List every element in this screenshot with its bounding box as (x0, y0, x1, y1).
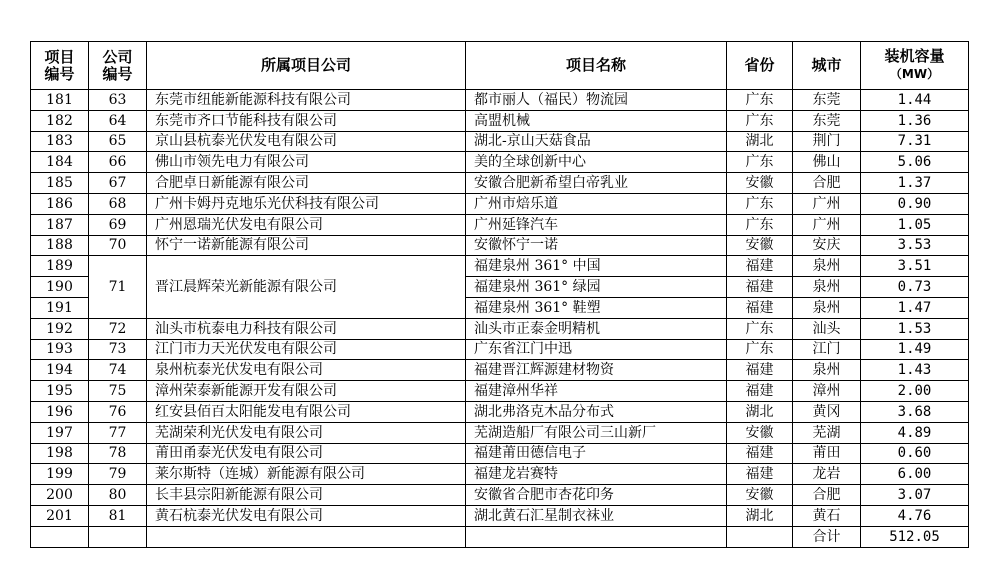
cell-item-no: 196 (31, 401, 89, 422)
cell-item-no: 187 (31, 214, 89, 235)
cell-city: 龙岩 (793, 464, 861, 485)
cell-city: 泉州 (793, 256, 861, 277)
cell-item-no: 201 (31, 505, 89, 526)
empty-cell (31, 526, 89, 547)
table-row (31, 193, 969, 214)
cell-capacity: 3.53 (861, 235, 969, 256)
cell-item-no: 186 (31, 193, 89, 214)
table-row (31, 214, 969, 235)
cell-company: 黄石杭泰光伏发电有限公司 (147, 505, 466, 526)
cell-company-no: 67 (89, 173, 147, 194)
cell-company-no: 78 (89, 443, 147, 464)
table-row (31, 90, 969, 111)
cell-capacity: 1.05 (861, 214, 969, 235)
cell-capacity: 1.37 (861, 173, 969, 194)
cell-project: 福建漳州华祥 (466, 381, 727, 402)
cell-company-no: 81 (89, 505, 147, 526)
cell-capacity: 4.89 (861, 422, 969, 443)
cell-capacity: 1.53 (861, 318, 969, 339)
cell-project: 芜湖造船厂有限公司三山新厂 (466, 422, 727, 443)
cell-company: 莱尔斯特（连城）新能源有限公司 (147, 464, 466, 485)
header-item-no: 项目 编号 (31, 42, 89, 90)
cell-province: 广东 (727, 110, 793, 131)
cell-city: 广州 (793, 214, 861, 235)
cell-company: 漳州荣泰新能源开发有限公司 (147, 381, 466, 402)
cell-project: 广东省江门中迅 (466, 339, 727, 360)
cell-province: 湖北 (727, 131, 793, 152)
cell-company-no: 77 (89, 422, 147, 443)
cell-province: 安徽 (727, 422, 793, 443)
cell-province: 福建 (727, 256, 793, 277)
cell-province: 广东 (727, 90, 793, 111)
header-row (31, 42, 969, 90)
header-company: 所属项目公司 (147, 42, 466, 90)
cell-company: 江门市力天光伏发电有限公司 (147, 339, 466, 360)
table-body (31, 90, 969, 548)
cell-capacity: 3.51 (861, 256, 969, 277)
cell-company: 广州卡姆丹克地乐光伏科技有限公司 (147, 193, 466, 214)
cell-province: 福建 (727, 443, 793, 464)
cell-province: 湖北 (727, 401, 793, 422)
cell-company: 京山县杭泰光伏发电有限公司 (147, 131, 466, 152)
cell-city: 东莞 (793, 110, 861, 131)
cell-project: 安徽怀宁一诺 (466, 235, 727, 256)
table-row (31, 131, 969, 152)
cell-item-no: 185 (31, 173, 89, 194)
cell-company: 怀宁一诺新能源有限公司 (147, 235, 466, 256)
cell-item-no: 193 (31, 339, 89, 360)
cell-capacity: 6.00 (861, 464, 969, 485)
header-capacity: 装机容量 （MW） (861, 42, 969, 90)
cell-capacity: 7.31 (861, 131, 969, 152)
cell-company-no: 80 (89, 485, 147, 506)
cell-company: 广州恩瑞光伏发电有限公司 (147, 214, 466, 235)
cell-province: 广东 (727, 152, 793, 173)
cell-company: 合肥卓日新能源有限公司 (147, 173, 466, 194)
cell-company-no: 72 (89, 318, 147, 339)
cell-capacity: 5.06 (861, 152, 969, 173)
cell-company-no: 70 (89, 235, 147, 256)
cell-project: 美的全球创新中心 (466, 152, 727, 173)
cell-company: 晋江晨辉荣光新能源有限公司 (147, 256, 466, 318)
cell-item-no: 182 (31, 110, 89, 131)
cell-city: 黄石 (793, 505, 861, 526)
table-row (31, 464, 969, 485)
cell-item-no: 194 (31, 360, 89, 381)
capacity-table (30, 41, 969, 548)
cell-capacity: 1.43 (861, 360, 969, 381)
cell-city: 佛山 (793, 152, 861, 173)
cell-item-no: 200 (31, 485, 89, 506)
cell-capacity: 4.76 (861, 505, 969, 526)
cell-capacity: 0.73 (861, 277, 969, 298)
cell-company-no: 64 (89, 110, 147, 131)
cell-province: 福建 (727, 360, 793, 381)
cell-item-no: 183 (31, 131, 89, 152)
cell-project: 福建泉州 361° 绿园 (466, 277, 727, 298)
cell-city: 广州 (793, 193, 861, 214)
cell-project: 高盟机械 (466, 110, 727, 131)
cell-project: 湖北黄石汇星制衣袜业 (466, 505, 727, 526)
cell-city: 泉州 (793, 360, 861, 381)
cell-item-no: 188 (31, 235, 89, 256)
cell-company: 莆田甬泰光伏发电有限公司 (147, 443, 466, 464)
table-row (31, 360, 969, 381)
cell-company-no: 79 (89, 464, 147, 485)
cell-company-no: 73 (89, 339, 147, 360)
cell-company: 红安县佰百太阳能发电有限公司 (147, 401, 466, 422)
cell-item-no: 199 (31, 464, 89, 485)
cell-capacity: 2.00 (861, 381, 969, 402)
cell-capacity: 1.36 (861, 110, 969, 131)
cell-city: 荆门 (793, 131, 861, 152)
cell-project: 都市丽人（福民）物流园 (466, 90, 727, 111)
cell-city: 莆田 (793, 443, 861, 464)
cell-project: 福建莆田德信电子 (466, 443, 727, 464)
cell-item-no: 198 (31, 443, 89, 464)
cell-city: 泉州 (793, 277, 861, 298)
cell-city: 芜湖 (793, 422, 861, 443)
cell-company: 长丰县宗阳新能源有限公司 (147, 485, 466, 506)
cell-item-no: 189 (31, 256, 89, 277)
table-row (31, 256, 969, 277)
cell-city: 合肥 (793, 173, 861, 194)
cell-province: 安徽 (727, 173, 793, 194)
table-row (31, 318, 969, 339)
cell-city: 汕头 (793, 318, 861, 339)
cell-province: 福建 (727, 277, 793, 298)
table-row (31, 401, 969, 422)
cell-capacity: 1.47 (861, 297, 969, 318)
cell-project: 福建泉州 361° 中国 (466, 256, 727, 277)
table-row (31, 339, 969, 360)
total-value: 512.05 (861, 526, 969, 547)
header-province: 省份 (727, 42, 793, 90)
cell-company-no: 75 (89, 381, 147, 402)
cell-company: 芜湖荣利光伏发电有限公司 (147, 422, 466, 443)
empty-cell (727, 526, 793, 547)
cell-project: 安徽省合肥市杏花印务 (466, 485, 727, 506)
cell-city: 合肥 (793, 485, 861, 506)
table-row (31, 443, 969, 464)
cell-item-no: 184 (31, 152, 89, 173)
header-city: 城市 (793, 42, 861, 90)
cell-item-no: 197 (31, 422, 89, 443)
cell-company-no: 63 (89, 90, 147, 111)
empty-cell (466, 526, 727, 547)
cell-item-no: 195 (31, 381, 89, 402)
cell-city: 黄冈 (793, 401, 861, 422)
cell-project: 福建龙岩赛特 (466, 464, 727, 485)
cell-capacity: 0.60 (861, 443, 969, 464)
cell-item-no: 191 (31, 297, 89, 318)
header-project: 项目名称 (466, 42, 727, 90)
cell-project: 湖北-京山天菇食品 (466, 131, 727, 152)
cell-capacity: 1.49 (861, 339, 969, 360)
cell-project: 福建晋江辉源建材物资 (466, 360, 727, 381)
cell-company-no: 65 (89, 131, 147, 152)
cell-province: 广东 (727, 193, 793, 214)
cell-city: 安庆 (793, 235, 861, 256)
table-row (31, 485, 969, 506)
cell-province: 广东 (727, 318, 793, 339)
cell-company: 东莞市齐口节能科技有限公司 (147, 110, 466, 131)
cell-project: 福建泉州 361° 鞋塑 (466, 297, 727, 318)
cell-company: 泉州杭泰光伏发电有限公司 (147, 360, 466, 381)
cell-province: 安徽 (727, 485, 793, 506)
cell-province: 福建 (727, 464, 793, 485)
cell-company-no: 74 (89, 360, 147, 381)
cell-province: 广东 (727, 339, 793, 360)
table-row (31, 422, 969, 443)
cell-project: 汕头市正泰金明精机 (466, 318, 727, 339)
cell-company-no: 68 (89, 193, 147, 214)
cell-capacity: 0.90 (861, 193, 969, 214)
cell-item-no: 192 (31, 318, 89, 339)
cell-company: 汕头市杭泰电力科技有限公司 (147, 318, 466, 339)
cell-city: 东莞 (793, 90, 861, 111)
cell-province: 福建 (727, 297, 793, 318)
empty-cell (147, 526, 466, 547)
cell-province: 湖北 (727, 505, 793, 526)
cell-province: 安徽 (727, 235, 793, 256)
total-row (31, 526, 969, 547)
table-row (31, 110, 969, 131)
header-company-no: 公司 编号 (89, 42, 147, 90)
cell-province: 福建 (727, 381, 793, 402)
cell-province: 广东 (727, 214, 793, 235)
cell-project: 安徽合肥新希望白帝乳业 (466, 173, 727, 194)
table-row (31, 381, 969, 402)
cell-city: 江门 (793, 339, 861, 360)
cell-company-no: 66 (89, 152, 147, 173)
table-header (31, 42, 969, 90)
cell-project: 广州延锋汽车 (466, 214, 727, 235)
cell-company-no: 76 (89, 401, 147, 422)
cell-company: 东莞市纽能新能源科技有限公司 (147, 90, 466, 111)
cell-capacity: 3.07 (861, 485, 969, 506)
cell-project: 湖北弗洛克木品分布式 (466, 401, 727, 422)
cell-company: 佛山市领先电力有限公司 (147, 152, 466, 173)
cell-company-no: 71 (89, 256, 147, 318)
cell-item-no: 181 (31, 90, 89, 111)
cell-item-no: 190 (31, 277, 89, 298)
table-row (31, 152, 969, 173)
cell-city: 漳州 (793, 381, 861, 402)
cell-capacity: 3.68 (861, 401, 969, 422)
table-row (31, 235, 969, 256)
table-row (31, 173, 969, 194)
table-row (31, 505, 969, 526)
cell-city: 泉州 (793, 297, 861, 318)
cell-project: 广州市焙乐道 (466, 193, 727, 214)
empty-cell (89, 526, 147, 547)
total-label: 合计 (793, 526, 861, 547)
cell-capacity: 1.44 (861, 90, 969, 111)
cell-company-no: 69 (89, 214, 147, 235)
